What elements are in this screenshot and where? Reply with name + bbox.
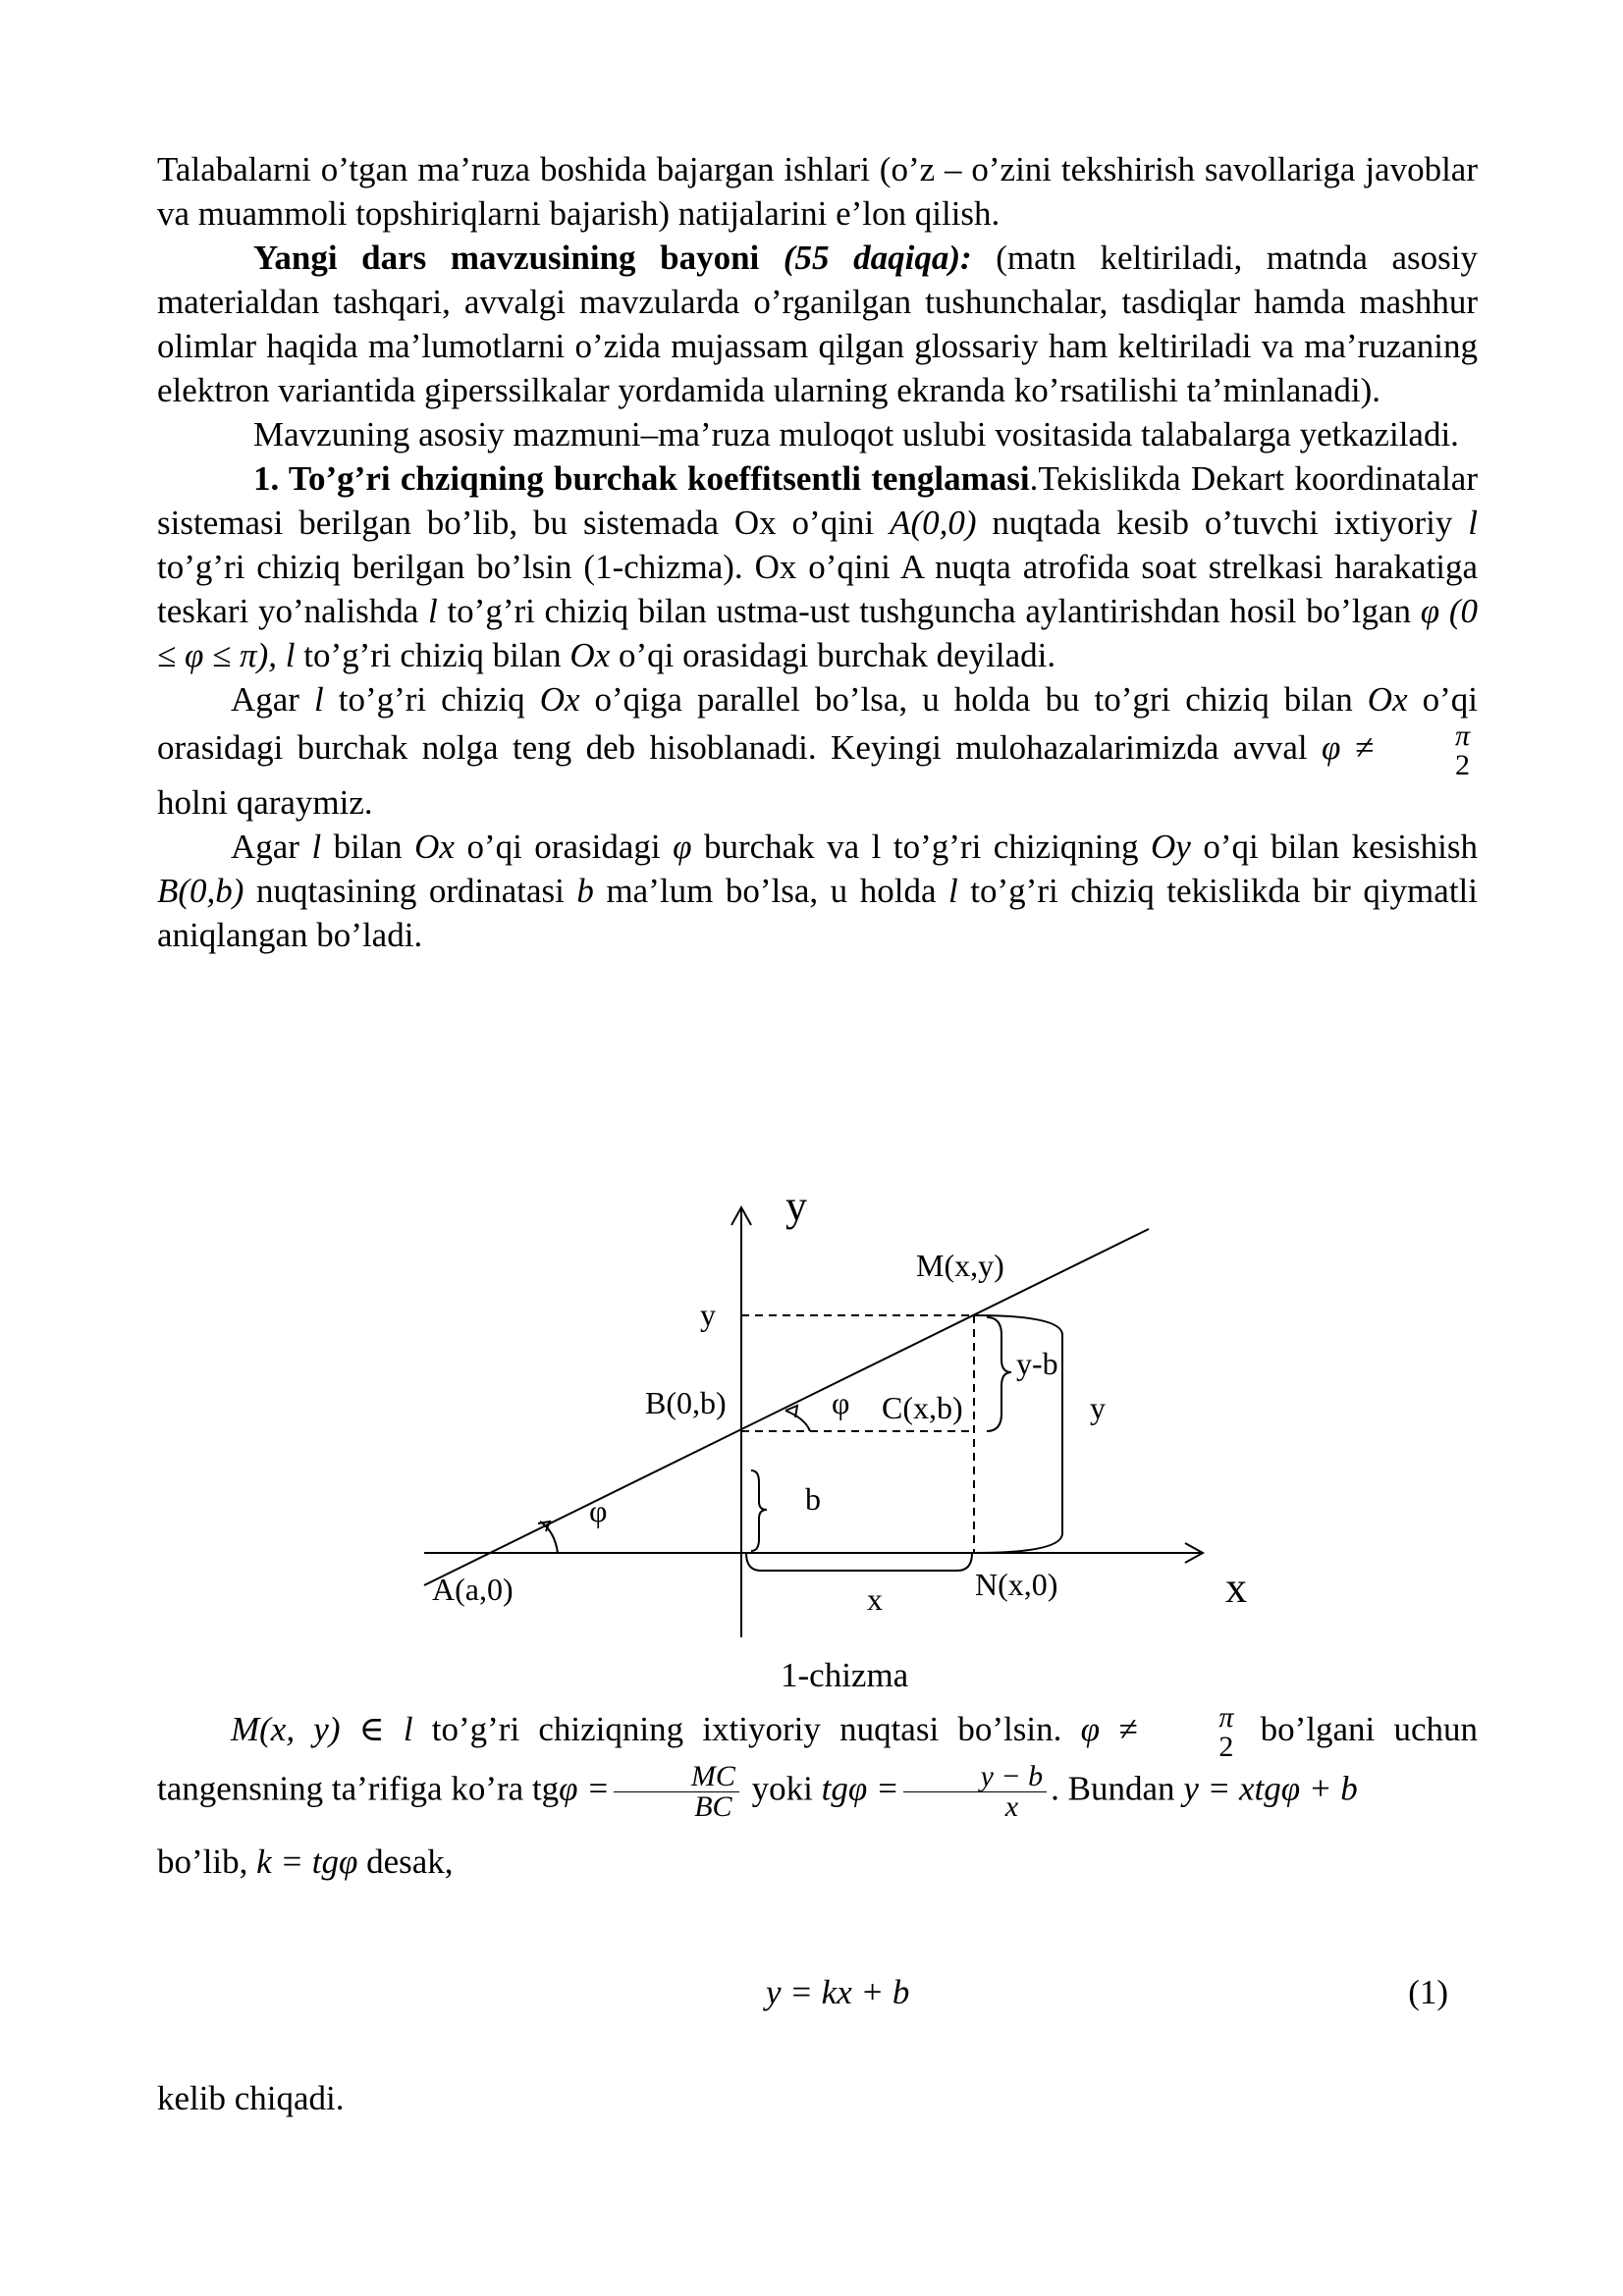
formula-number: (1)	[1408, 1973, 1448, 2011]
label-axis-x: x	[1225, 1564, 1247, 1612]
label-b: b	[805, 1481, 821, 1517]
paragraph-3: Mavzuning asosiy mazmuni–ma’ruza muloqot uslubi vositasida talabalarga yetkaziladi.	[253, 415, 1459, 454]
brace-y-minus-b	[987, 1317, 1011, 1431]
line-l	[424, 1229, 1149, 1585]
label-phi-lower: φ	[589, 1493, 608, 1528]
brace-b	[751, 1470, 767, 1551]
label-M: M(x,y)	[916, 1248, 1004, 1283]
angle-arc-b	[785, 1411, 810, 1431]
paragraph-7: M(x, y) ∈ l to’g’ri chiziqning ixtiyoriy nuqtasi bo’lsin. φ ≠ π 2 bo’lgani uchun tangensning ta’rifiga ko’ra tgφ = $\frac{MC}{BC}$ yoki tgφ = $\frac{y - b}{x}$ . Bundan y = xtgφ + b	[157, 1701, 1478, 1823]
label-A: A(a,0)	[432, 1572, 514, 1607]
label-y-minus-b: y-b	[1016, 1346, 1058, 1381]
heading-new-topic: Yangi dars mavzusining bayoni	[253, 239, 760, 277]
figure-caption: 1-chizma	[781, 1656, 909, 1688]
label-N: N(x,0)	[975, 1567, 1058, 1602]
bracket-x	[746, 1553, 972, 1571]
closing-text: kelib chiqadi.	[157, 2079, 345, 2117]
paragraph-8: bo’lib, k = tgφ desak,	[157, 1842, 454, 1881]
duration-label: (55 daqiqa):	[783, 239, 972, 277]
paragraph-2: Yangi dars mavzusining bayoni (55 daqiqa): (matn keltiriladi, matnda asosiy materialdan tashqari, avvalgi mavzularda o’rganilgan tushunchalar, tasdiqlar hamda mashhur olimlar haqida ma’lumotlarni o’zida mujassam qilgan glossariy ham keltiriladi va ma’ruzaning elektron variantida giperssilkalar yordamida ularning ekranda ko’rsatilishi ta’minlanadi).	[157, 239, 1478, 409]
fraction-y-minus-b-over-x: $\frac{y - b}{x}$	[903, 1762, 1048, 1822]
pi-over-two: π 2	[1454, 720, 1470, 781]
document-body-continued	[157, 1703, 1478, 1884]
formula-equation: y = kx + b	[766, 1973, 910, 2011]
paragraph-5: Agar l to’g’ri chiziq Ox o’qiga parallel bo’lsa, u holda bu to’gri chiziq bilan Ox o’qi orasidagi burchak nolga teng deb hisoblanadi. Keyingi mulohazalarimizda avval φ ≠ π 2 holni qaraymiz.	[157, 680, 1479, 822]
fraction-MC-BC: $\frac{MC}{BC}$	[614, 1762, 739, 1822]
label-y-left: y	[700, 1297, 716, 1332]
label-B: B(0,b)	[645, 1385, 727, 1420]
paragraph-6: Agar l bilan Ox o’qi orasidagi φ burchak va l to’g’ri chiziqning Oy o’qi bilan kesishish B(0,b) nuqtasining ordinatasi b ma’lum bo’lsa, u holda l to’g’ri chiziq tekislikda bir qiymatli aniqlangan bo’ladi.	[157, 828, 1478, 954]
label-phi-upper: φ	[832, 1385, 850, 1420]
label-axis-y: y	[785, 1182, 807, 1230]
paragraph-4: 1. To’g’ri chziqning burchak koeffitsentli tenglamasi.Tekislikda Dekart koordinatalar sistemasi berilgan bo’lib, bu sistemada Ox o’qini A(0,0) nuqtada kesib o’tuvchi ixtiyoriy l to’g’ri chiziq berilgan bo’lsin (1-chizma). Ox o’qini A nuqta atrofida soat strelkasi harakatiga teskari yo’nalishda l to’g’ri chiziq bilan ustma-ust tushguncha aylantirishdan hosil bo’lgan φ (0 ≤ φ ≤ π), l to’g’ri chiziq bilan Ox o’qi orasidagi burchak deyiladi.	[157, 459, 1478, 674]
label-C: C(x,b)	[882, 1390, 963, 1425]
section-heading: 1. To’g’ri chziqning burchak koeffitsentli tenglamasi	[253, 459, 1030, 498]
paragraph-1: Talabalarni o’tgan ma’ruza boshida bajargan ishlari (o’z – o’zini tekshirish savollariga javoblar va muammoli topshiriqlarni bajarish) natijalarini e’lon qilish.	[157, 150, 1478, 233]
label-x-bottom: x	[867, 1581, 883, 1617]
formula-1	[157, 1973, 1478, 2022]
label-y-right: y	[1090, 1390, 1106, 1425]
